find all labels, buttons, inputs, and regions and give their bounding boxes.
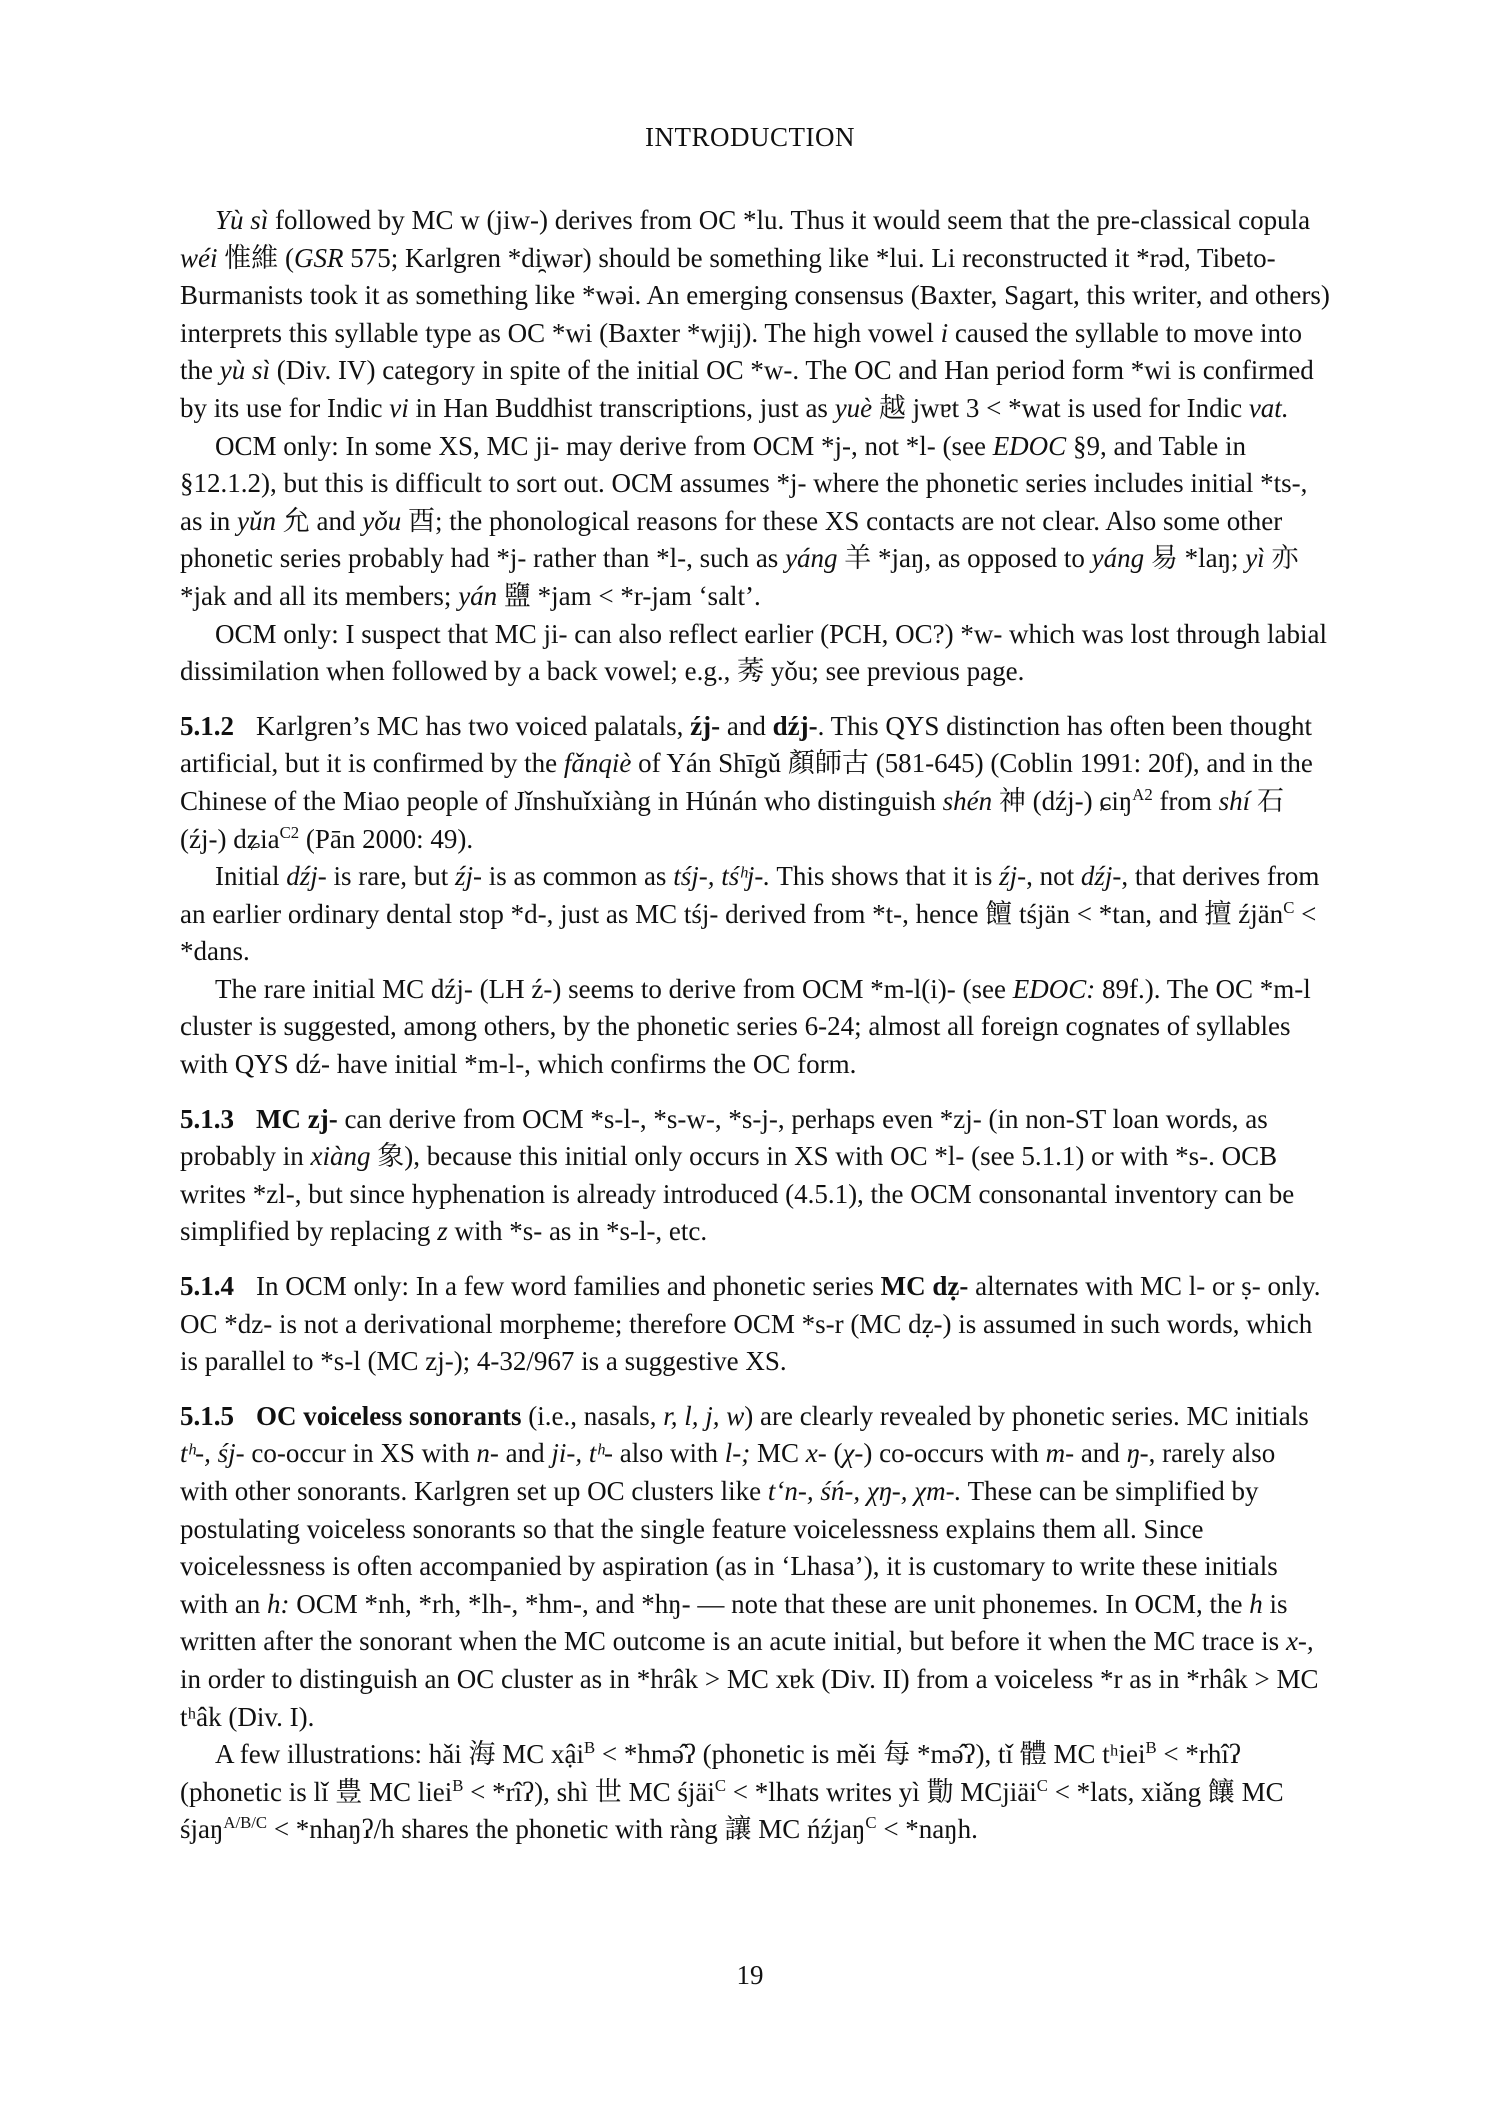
paragraph-text: OCM only: I suspect that MC ji- can also reflect earlier (PCH, OC?) *w- which was lost through labial dissimilation when followed by a back vowel; e.g., 莠 yǒu; see previous page. — [180, 618, 1328, 687]
paragraph-text: Yù sì followed by MC w (jiw-) derives from OC *lu. Thus it would seem that the pre-classical copula wéi 惟維 (GSR 575; Karlgren *di̯wər) should be something like *lui. Li reconstructed it *rəd, Tibeto-Burmanists took it as something like *wəi. An emerging consensus (Baxter, Sagart, this writer, and others) interprets this syllable type as OC *wi (Baxter *wjij). The high vowel i caused the syllable to move into the yù sì (Div. IV) category in spite of the initial OC *w-. The OC and Han period form *wi is confirmed by its use for Indic vi in Han Buddhist transcriptions, just as yuè 越 jwɐt 3 < *wat is used for Indic vat. — [180, 205, 1330, 423]
paragraph — [180, 616, 1330, 691]
page-number: 19 — [736, 1960, 764, 1990]
paragraph-text: Initial dźj- is rare, but źj- is as common as tśj-, tśʰj-. This shows that it is źj-, not dźj-, that derives from an earlier ordinary dental stop *d-, just as MC tśj- derived from *t-, hence 饘 tśjän < *tan, and 擅 źjän$^C$ < *dans. — [180, 861, 1320, 967]
paragraph-text: A few illustrations: hǎi 海 MC xậi$^B$ < *hmə̂ʔ (phonetic is měi 每 *mə̂ʔ), tǐ 體 MC tʰiei$^B$ < *rhîʔ (phonetic is lǐ 豊 MC liei$^B$ < *rîʔ), shì 世 MC śjäi$^C$ < *lhats writes yì 勩 MCjiäi$^C$ < *lats, xiǎng 饟 MC śjaŋ$^{A/B/C}$ < *nhaŋʔ/h shares the phonetic with ràng 讓 MC ńźjaŋ$^C$ < *naŋh. — [180, 1738, 1284, 1845]
paragraph — [180, 202, 1330, 428]
section-paragraph — [180, 1268, 1330, 1381]
section-number: 5.1.3 — [180, 1103, 234, 1134]
paragraph — [180, 1736, 1330, 1849]
paragraph-text: OC voiceless sonorants (i.e., nasals, r, l, j, w) are clearly revealed by phonetic series. MC initials tʰ-, śj- co-occur in XS with n- and ji-, tʰ- also with l-; MC x- (χ-) co-occurs with m- and ŋ-, rarely also with other sonorants. Karlgren set up OC clusters like t‘n-, śń-, χŋ-, χm-. These can be simplified by postulating voiceless sonorants so that the single feature voicelessness explains them all. Since voicelessness is often accompanied by aspiration (as in ‘Lhasa’), it is customary to write these initials with an h: OCM *nh, *rh, *lh-, *hm-, and *hŋ- — note that these are unit phonemes. In OCM, the h is written after the sonorant when the MC outcome is an acute initial, but before it when the MC trace is x-, in order to distinguish an OC cluster as in *hrâk > MC xɐk (Div. II) from a voiceless *r as in *rhâk > MC tʰâk (Div. I). — [180, 1400, 1319, 1732]
paragraph-text: In OCM only: In a few word families and phonetic series MC dẓ- alternates with MC l- or ṣ- only. OC *dz- is not a derivational morpheme; therefore OCM *s-r (MC dẓ-) is assumed in such words, which is parallel to *s-l (MC zj-); 4-32/967 is a suggestive XS. — [180, 1271, 1321, 1377]
body-text — [180, 202, 1330, 1849]
section-paragraph — [180, 1398, 1330, 1736]
paragraph-text: The rare initial MC dźj- (LH ź-) seems to derive from OCM *m-l(i)- (see EDOC: 89f.). The OC *m-l cluster is suggested, among others, by the phonetic series 6-24; almost all foreign cognates of syllables with QYS dź- have initial *m-l-, which confirms the OC form. — [180, 973, 1311, 1080]
paragraph-text: Karlgren’s MC has two voiced palatals, źj- and dźj-. This QYS distinction has often been thought artificial, but it is confirmed by the fǎnqiè of Yán Shīgǔ 顏師古 (581-645) (Coblin 1991: 20f), and in the Chinese of the Miao people of Jǐnshuǐxiàng in Húnán who distinguish shén 神 (dźj-) ɕiŋ$^{A2}$ from shí 石 (źj-) dʑia$^{C2}$ (Pān 2000: 49). — [180, 710, 1313, 854]
section-number: 5.1.2 — [180, 710, 234, 741]
section-paragraph — [180, 1101, 1330, 1251]
paragraph — [180, 428, 1330, 616]
running-header: INTRODUCTION — [645, 122, 855, 152]
paragraph — [180, 858, 1330, 971]
section-number: 5.1.5 — [180, 1400, 234, 1431]
paragraph — [180, 971, 1330, 1084]
section-paragraph — [180, 708, 1330, 858]
paragraph-text: OCM only: In some XS, MC ji- may derive from OCM *j-, not *l- (see EDOC §9, and Table in §12.1.2), but this is difficult to sort out. OCM assumes *j- where the phonetic series includes initial *ts-, as in yǔn 允 and yǒu 酉; the phonological reasons for these XS contacts are not clear. Also some other phonetic series probably had *j- rather than *l-, such as yáng 羊 *jaŋ, as opposed to yáng 易 *laŋ; yì 亦 *jak and all its members; yán 鹽 *jam < *r-jam ‘salt’. — [180, 430, 1308, 611]
section-number: 5.1.4 — [180, 1271, 234, 1302]
paragraph-text: MC zj- can derive from OCM *s-l-, *s-w-, *s-j-, perhaps even *zj- (in non-ST loan words, as probably in xiàng 象), because this initial only occurs in XS with OC *l- (see 5.1.1) or with *s-. OCB writes *zl-, but since hyphenation is already introduced (4.5.1), the OCM consonantal inventory can be simplified by replacing z with *s- as in *s-l-, etc. — [180, 1103, 1295, 1247]
